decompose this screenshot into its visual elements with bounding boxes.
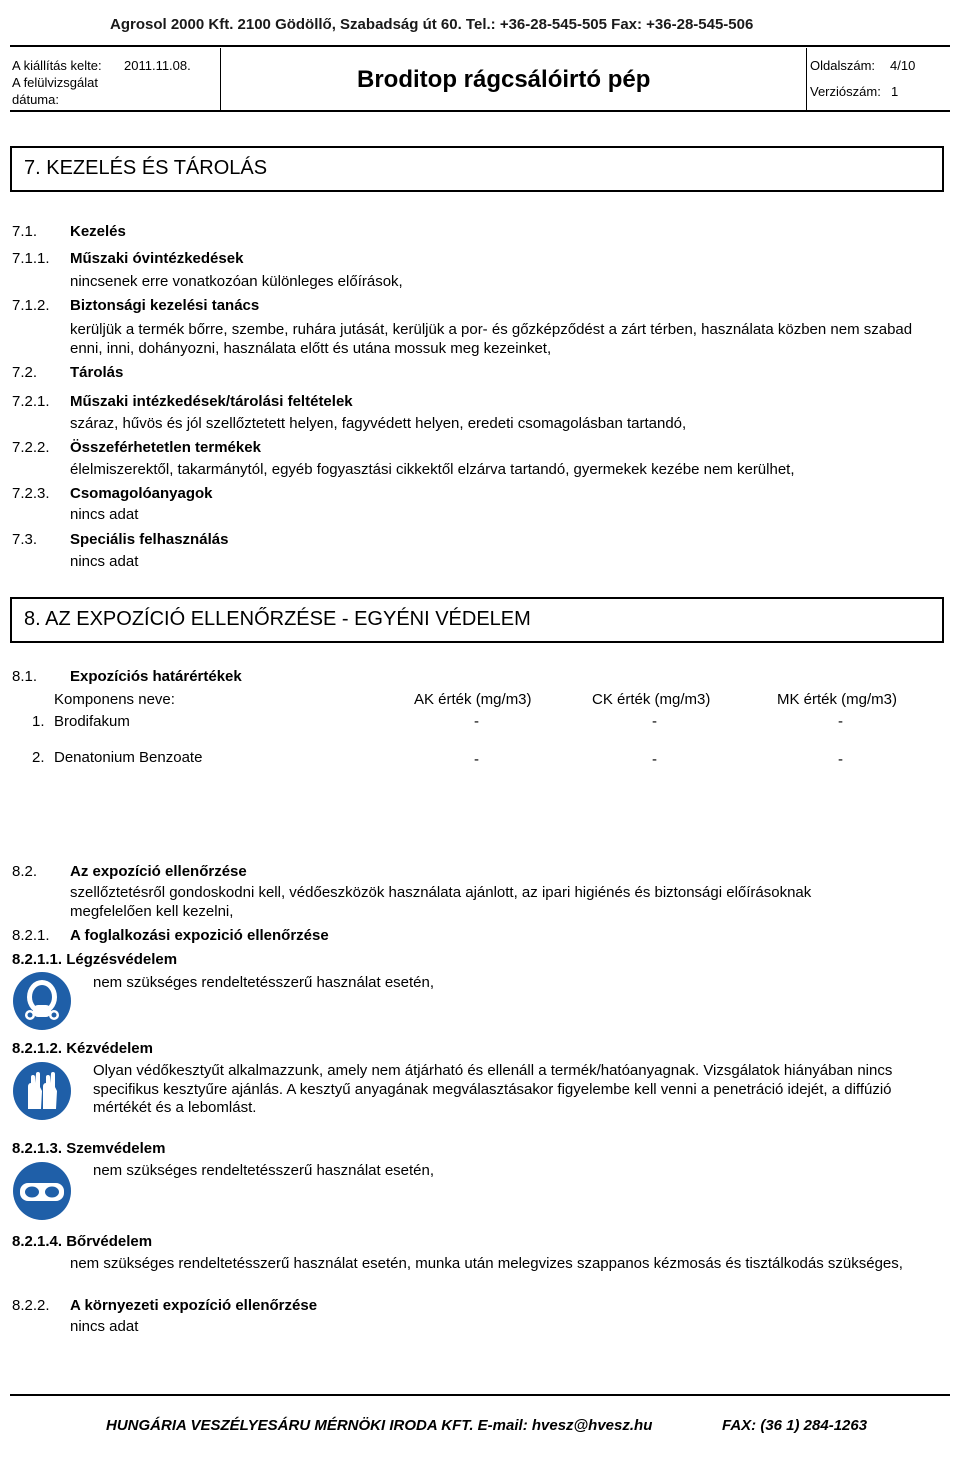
s73-number: 7.3. (12, 531, 38, 548)
s8213-title: 8.2.1.3. Szemvédelem (12, 1140, 166, 1157)
component-name: Denatonium Benzoate (54, 749, 203, 766)
s821-title: A foglalkozási expozició ellenőrzése (70, 927, 329, 944)
s8212-title: 8.2.1.2. Kézvédelem (12, 1040, 153, 1057)
s8211-text: nem szükséges rendeltetésszerű használat esetén, (93, 974, 435, 991)
page-label: Oldalszám: (810, 58, 876, 73)
s711-title: Műszaki óvintézkedések (70, 250, 244, 267)
gloves-icon (12, 1061, 72, 1121)
s82-title: Az expozíció ellenőrzése (70, 863, 247, 880)
header-bottom-rule (10, 110, 950, 112)
footer-company: HUNGÁRIA VESZÉLYESÁRU MÉRNÖKI IRODA KFT. E-mail: hvesz@hvesz.hu (106, 1417, 653, 1434)
company-header: Agrosol 2000 Kft. 2100 Gödöllő, Szabadság út 60. Tel.: +36-28-545-505 Fax: +36-28-545-506 (110, 16, 754, 33)
issue-date: 2011.11.08. (124, 58, 191, 73)
s71-title: Kezelés (70, 223, 126, 240)
s712-number: 7.1.2. (12, 297, 50, 314)
footer-rule (10, 1394, 950, 1396)
header-divider-right (806, 48, 807, 110)
section-8-title: 8. AZ EXPOZÍCIÓ ELLENŐRZÉSE - EGYÉNI VÉDELEM (24, 608, 531, 630)
section-8-box (10, 597, 944, 643)
s711-number: 7.1.1. (12, 250, 50, 267)
s723-text: nincs adat (70, 506, 139, 523)
section-7-title: 7. KEZELÉS ÉS TÁROLÁS (24, 157, 268, 179)
s72-title: Tárolás (70, 364, 124, 381)
s73-text: nincs adat (70, 553, 139, 570)
ak-value: - (474, 713, 479, 730)
s81-number: 8.1. (12, 668, 38, 685)
s8211-title: 8.2.1.1. Légzésvédelem (12, 951, 178, 968)
s73-title: Speciális felhasználás (70, 531, 229, 548)
s722-text: élelmiszerektől, takarmánytól, egyéb fogyasztási cikkektől elzárva tartandó, gyermekek kezébe nem kerülhet, (70, 461, 795, 478)
s822-number: 8.2.2. (12, 1297, 50, 1314)
s721-text: száraz, hűvös és jól szellőztetett helyen, fagyvédett helyen, eredeti csomagolásban tartandó, (70, 415, 687, 432)
s723-number: 7.2.3. (12, 485, 50, 502)
s8212-text: Olyan védőkesztyűt alkalmazzunk, amely nem átjárható és ellenáll a termék/hatóanyagnak. Vizsgálatok hiányában nincs specifikus kesztyűre ajánlás. A kesztyű anyagának megválasztásakor figyelembe kell venni a penetráció idejét, a diffúzió mértékét és a lebomlást. (93, 1062, 893, 1116)
section-7-box (10, 146, 944, 192)
table-header-mk: MK érték (mg/m3) (777, 691, 898, 708)
s82-number: 8.2. (12, 863, 38, 880)
product-title: Broditop rágcsálóirtó pép (357, 66, 651, 93)
header-top-rule (10, 45, 950, 47)
s822-text: nincs adat (70, 1318, 139, 1335)
s712-title: Biztonsági kezelési tanács (70, 297, 260, 314)
s722-title: Összeférhetetlen termékek (70, 439, 261, 456)
s81-title: Expozíciós határértékek (70, 668, 242, 685)
page-number: 4/10 (890, 58, 916, 73)
s712-text: kerüljük a termék bőrre, szembe, ruhára jutását, kerüljük a por- és gőzképződést a zárt térben, használata közben nem szabad enni, inni, dohányozni, használata előtt és utána mossuk meg kezeinket, (70, 321, 913, 357)
s8214-text: nem szükséges rendeltetésszerű használat esetén, munka után melegvizes szappanos kézmosás és tisztálkodás szükséges, (70, 1255, 903, 1272)
row-number: 2. (32, 749, 45, 766)
ak-value: - (474, 751, 479, 768)
table-header-component: Komponens neve: (54, 691, 175, 708)
s721-number: 7.2.1. (12, 393, 50, 410)
review-date-label-2: dátuma: (12, 92, 59, 107)
ck-value: - (652, 751, 657, 768)
s71-number: 7.1. (12, 223, 38, 240)
row-number: 1. (32, 713, 45, 730)
component-name: Brodifakum (54, 713, 130, 730)
s722-number: 7.2.2. (12, 439, 50, 456)
review-date-label: A felülvizsgálat (12, 75, 98, 90)
issue-date-label: A kiállítás kelte: (12, 58, 102, 73)
s8214-title: 8.2.1.4. Bőrvédelem (12, 1233, 153, 1250)
s822-title: A környezeti expozíció ellenőrzése (70, 1297, 318, 1314)
header-divider-left (220, 48, 221, 110)
s82-text: szellőztetésről gondoskodni kell, védőeszközök használata ajánlott, az ipari higiénés és biztonsági előírásoknak megfelelően kell kezelni, (70, 884, 812, 920)
version-number: 1 (891, 84, 899, 99)
table-header-ak: AK érték (mg/m3) (414, 691, 532, 708)
s821-number: 8.2.1. (12, 927, 50, 944)
s8213-text: nem szükséges rendeltetésszerű használat esetén, (93, 1162, 435, 1179)
s72-number: 7.2. (12, 364, 38, 381)
respirator-icon (12, 971, 72, 1031)
ck-value: - (652, 713, 657, 730)
s711-text: nincsenek erre vonatkozóan különleges előírások, (70, 273, 403, 290)
footer-fax: FAX: (36 1) 284-1263 (722, 1417, 868, 1434)
mk-value: - (838, 713, 843, 730)
version-label: Verziószám: (810, 84, 881, 99)
s723-title: Csomagolóanyagok (70, 485, 213, 502)
table-header-ck: CK érték (mg/m3) (592, 691, 711, 708)
goggles-icon (12, 1161, 72, 1221)
mk-value: - (838, 751, 843, 768)
s721-title: Műszaki intézkedések/tárolási feltételek (70, 393, 353, 410)
